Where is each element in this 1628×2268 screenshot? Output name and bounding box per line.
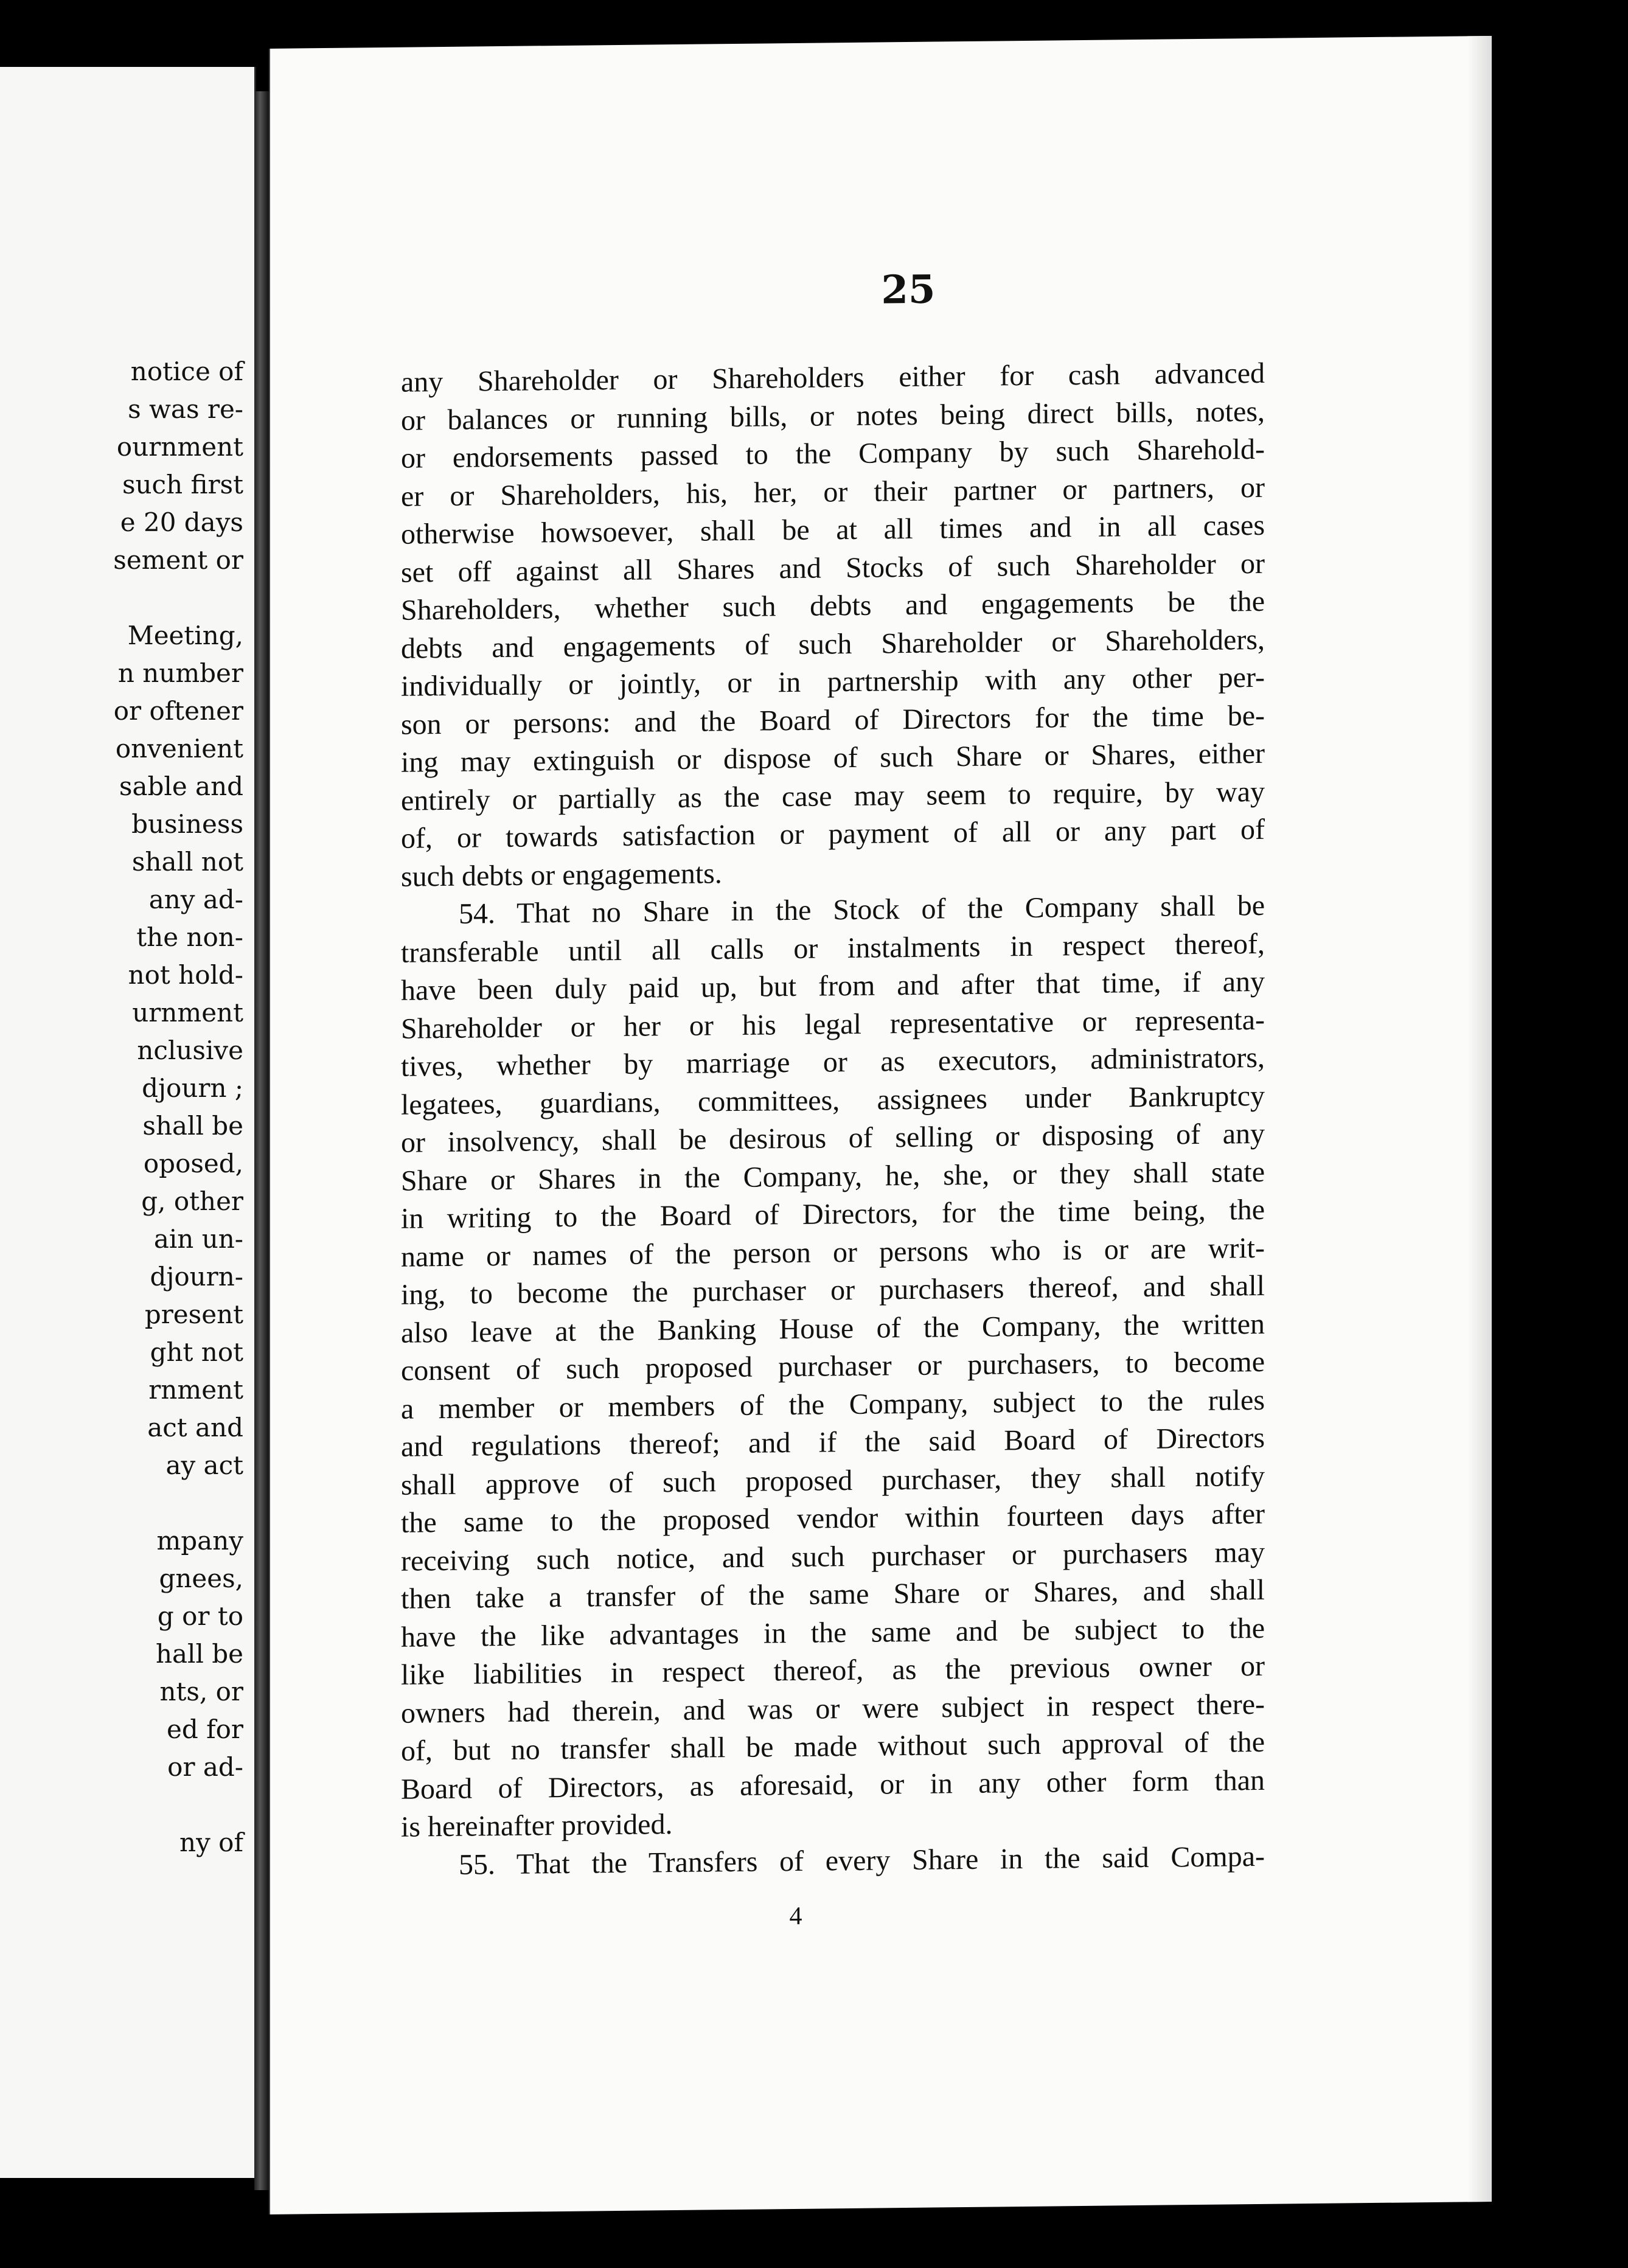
- body-line: a member or members of the Company, subject to the rules: [401, 1383, 1265, 1425]
- body-line: individually or jointly, or in partnership with any other per-: [401, 661, 1265, 703]
- body-line: Share or Shares in the Company, he, she, or they shall state: [401, 1155, 1265, 1197]
- body-line: ing may extinguish or dispose of such Share or Shares, either: [401, 737, 1265, 779]
- body-line: tives, whether by marriage or as executors, administrators,: [401, 1041, 1265, 1083]
- previous-page-line: ght not: [150, 1337, 243, 1367]
- body-line: er or Shareholders, his, her, or their partner or partners, or: [401, 471, 1265, 513]
- previous-page-line: g, other: [141, 1186, 243, 1216]
- previous-page-line: [0, 1484, 243, 1522]
- body-line: Shareholders, whether such debts and engagements be the: [401, 585, 1265, 627]
- current-page: [269, 36, 1492, 2214]
- body-line: shall approve of such proposed purchaser, they shall notify: [401, 1459, 1265, 1501]
- body-line: receiving such notice, and such purchaser or purchasers may: [401, 1536, 1265, 1578]
- previous-page-line: sable and: [119, 771, 243, 801]
- previous-page-line: mpany: [156, 1526, 243, 1556]
- previous-page-line: or oftener: [113, 696, 243, 726]
- previous-page-line: djourn-: [150, 1262, 243, 1292]
- previous-page-line: nts, or: [159, 1677, 243, 1706]
- body-line: have been duly paid up, but from and after that time, if any: [401, 965, 1265, 1007]
- body-line: debts and engagements of such Shareholder or Shareholders,: [401, 623, 1265, 665]
- previous-page-line: [0, 579, 243, 617]
- previous-page-line: ed for: [167, 1714, 243, 1744]
- previous-page-line: s was re-: [128, 394, 243, 424]
- body-line: or balances or running bills, or notes being direct bills, notes,: [401, 395, 1265, 437]
- body-line: 55. That the Transfers of every Share in the said Compa-: [459, 1840, 1265, 1881]
- previous-page-line: the non-: [136, 922, 243, 952]
- body-line: is hereinafter provided.: [401, 1808, 673, 1843]
- previous-page-line: g or to: [157, 1601, 243, 1631]
- previous-page-line: ain un-: [153, 1224, 243, 1254]
- body-line: such debts or engagements.: [401, 857, 722, 893]
- body-line: in writing to the Board of Directors, for the time being, the: [401, 1193, 1265, 1235]
- body-line: entirely or partially as the case may seem to require, by way: [401, 775, 1265, 817]
- signature-mark: 4: [789, 1902, 802, 1931]
- previous-page-line: Meeting,: [127, 621, 243, 650]
- body-line: otherwise howsoever, shall be at all times and in all cases: [401, 509, 1265, 551]
- body-line: name or names of the person or persons who is or are writ-: [401, 1231, 1265, 1273]
- body-line: any Shareholder or Shareholders either for cash advanced: [401, 357, 1265, 398]
- previous-page: [0, 67, 256, 2178]
- body-line: 54. That no Share in the Stock of the Company shall be: [459, 889, 1265, 930]
- previous-page-line: shall be: [142, 1111, 243, 1141]
- previous-page-line: onvenient: [115, 734, 243, 764]
- previous-page-text: [0, 353, 243, 1862]
- page-body-text: [401, 355, 1265, 1885]
- body-line: legatees, guardians, committees, assignees under Bankruptcy: [401, 1079, 1265, 1121]
- body-line: son or persons: and the Board of Directors for the time be-: [401, 699, 1265, 741]
- body-line: then take a transfer of the same Share or Shares, and shall: [401, 1573, 1265, 1615]
- previous-page-line: notice of: [130, 357, 243, 386]
- previous-page-line: urnment: [132, 998, 243, 1028]
- previous-page-line: not hold-: [128, 960, 243, 990]
- previous-page-line: act and: [147, 1413, 243, 1442]
- previous-page-line: gnees,: [159, 1564, 243, 1593]
- previous-page-line: n number: [117, 658, 243, 688]
- previous-page-line: sement or: [113, 545, 243, 575]
- body-line: Shareholder or her or his legal representative or representa-: [401, 1003, 1265, 1045]
- body-line: the same to the proposed vendor within fourteen days after: [401, 1497, 1265, 1539]
- previous-page-line: oposed,: [143, 1149, 243, 1178]
- body-line: or endorsements passed to the Company by such Sharehold-: [401, 433, 1265, 475]
- body-line: or insolvency, shall be desirous of selling or disposing of any: [401, 1117, 1265, 1159]
- previous-page-line: ournment: [116, 432, 243, 462]
- previous-page-line: nclusive: [137, 1035, 243, 1065]
- body-line: owners had therein, and was or were subject in respect there-: [401, 1688, 1265, 1730]
- page-number: 25: [881, 266, 936, 313]
- previous-page-line: rnment: [148, 1375, 243, 1405]
- previous-page-line: ny of: [179, 1828, 243, 1857]
- body-line: like liabilities in respect thereof, as the previous owner or: [401, 1649, 1265, 1691]
- previous-page-line: [0, 1786, 243, 1824]
- previous-page-line: present: [144, 1299, 243, 1329]
- body-line: consent of such proposed purchaser or purchasers, to become: [401, 1345, 1265, 1387]
- previous-page-line: any ad-: [148, 885, 243, 914]
- previous-page-line: e 20 days: [120, 507, 243, 537]
- book-spine: [254, 91, 269, 2190]
- body-line: transferable until all calls or instalments in respect thereof,: [401, 927, 1265, 969]
- body-line: have the like advantages in the same and be subject to the: [401, 1612, 1265, 1654]
- body-line: of, or towards satisfaction or payment of all or any part of: [401, 813, 1265, 855]
- body-line: also leave at the Banking House of the Company, the written: [401, 1307, 1265, 1349]
- previous-page-line: hall be: [155, 1639, 243, 1669]
- previous-page-line: shall not: [131, 847, 243, 877]
- body-line: and regulations thereof; and if the said Board of Directors: [401, 1421, 1265, 1463]
- previous-page-line: djourn ;: [142, 1073, 243, 1103]
- body-line: set off against all Shares and Stocks of such Shareholder or: [401, 547, 1265, 589]
- previous-page-line: or ad-: [167, 1752, 243, 1782]
- body-line: Board of Directors, as aforesaid, or in any other form than: [401, 1764, 1265, 1806]
- previous-page-line: business: [131, 809, 243, 839]
- body-line: ing, to become the purchaser or purchasers thereof, and shall: [401, 1269, 1265, 1311]
- previous-page-line: such first: [122, 470, 243, 499]
- previous-page-line: ay act: [165, 1450, 243, 1480]
- body-line: of, but no transfer shall be made without such approval of the: [401, 1725, 1265, 1767]
- page-edge-shadow: [1467, 36, 1492, 2202]
